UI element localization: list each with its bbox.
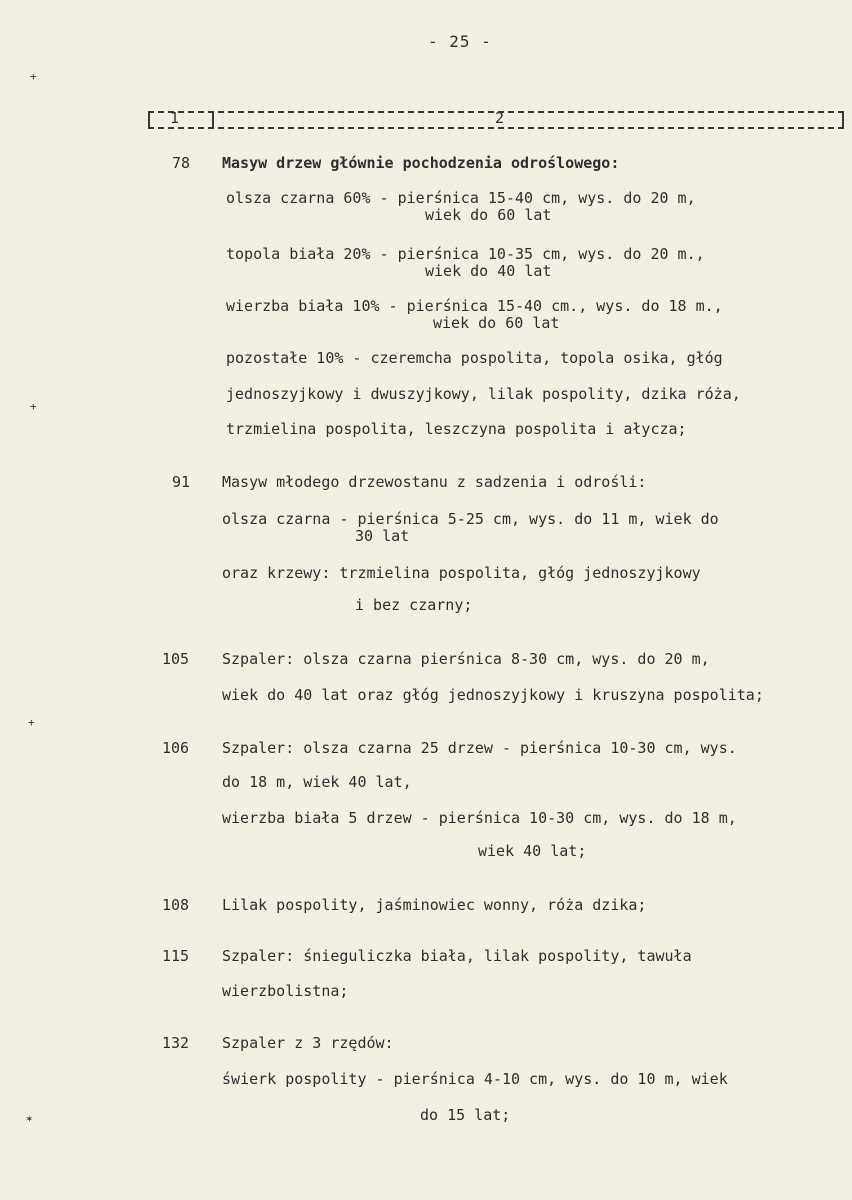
entry-line: wierzba biała 10% - pierśnica 15-40 cm., wys. do 18 m., [226, 297, 723, 315]
entry-number: 78 [172, 154, 191, 172]
entry-line: wiek do 60 lat [425, 206, 552, 224]
entry-line: olsza czarna 60% - pierśnica 15-40 cm, wys. do 20 m, [226, 189, 696, 207]
entry-line: topola biała 20% - pierśnica 10-35 cm, wys. do 20 m., [226, 245, 705, 263]
punch-mark-3: + [28, 716, 35, 729]
column-2-header: 2 [495, 109, 505, 127]
column-divider [212, 111, 214, 129]
punch-mark-4: ✶ [26, 1112, 33, 1125]
entry-line: 30 lat [355, 527, 410, 545]
entry-line: wiek do 60 lat [433, 314, 560, 332]
entry-line: Szpaler: olsza czarna 25 drzew - pierśnica 10-30 cm, wys. [222, 739, 737, 757]
entry-line: pozostałe 10% - czeremcha pospolita, topola osika, głóg [226, 349, 723, 367]
page-number: - 25 - [428, 32, 492, 51]
entry-number: 132 [162, 1034, 190, 1052]
entry-line: Szpaler z 3 rzędów: [222, 1034, 394, 1052]
entry-number: 106 [162, 739, 190, 757]
entry-line: wierzba biała 5 drzew - pierśnica 10-30 cm, wys. do 18 m, [222, 809, 737, 827]
entry-number: 115 [162, 947, 190, 965]
entry-line: Szpaler: śnieguliczka biała, lilak pospolity, tawuła [222, 947, 692, 965]
table-header [148, 111, 844, 129]
entry-line: Masyw drzew głównie pochodzenia odroślowego: [222, 154, 620, 172]
punch-mark-1: + [30, 70, 37, 83]
column-1-header: 1 [170, 109, 180, 127]
entry-line: wiek do 40 lat oraz głóg jednoszyjkowy i kruszyna pospolita; [222, 686, 764, 704]
entry-line: wiek 40 lat; [478, 842, 587, 860]
entry-number: 108 [162, 896, 190, 914]
entry-line: trzmielina pospolita, leszczyna pospolita i ałycza; [226, 420, 687, 438]
entry-line: jednoszyjkowy i dwuszyjkowy, lilak pospolity, dzika róża, [226, 385, 741, 403]
entry-line: oraz krzewy: trzmielina pospolita, głóg jednoszyjkowy [222, 564, 701, 582]
entry-line: wierzbolistna; [222, 982, 349, 1000]
entry-line: Szpaler: olsza czarna pierśnica 8-30 cm, wys. do 20 m, [222, 650, 710, 668]
entry-line: świerk pospolity - pierśnica 4-10 cm, wys. do 10 m, wiek [222, 1070, 728, 1088]
entry-number: 91 [172, 473, 191, 491]
entry-line: Lilak pospolity, jaśminowiec wonny, róża dzika; [222, 896, 647, 914]
entry-number: 105 [162, 650, 190, 668]
entry-line: wiek do 40 lat [425, 262, 552, 280]
entry-line: i bez czarny; [355, 596, 473, 614]
entry-line: Masyw młodego drzewostanu z sadzenia i odrośli: [222, 473, 647, 491]
punch-mark-2: + [30, 400, 37, 413]
entry-line: olsza czarna - pierśnica 5-25 cm, wys. do 11 m, wiek do [222, 510, 719, 528]
entry-line: do 15 lat; [420, 1106, 511, 1124]
entry-line: do 18 m, wiek 40 lat, [222, 773, 412, 791]
